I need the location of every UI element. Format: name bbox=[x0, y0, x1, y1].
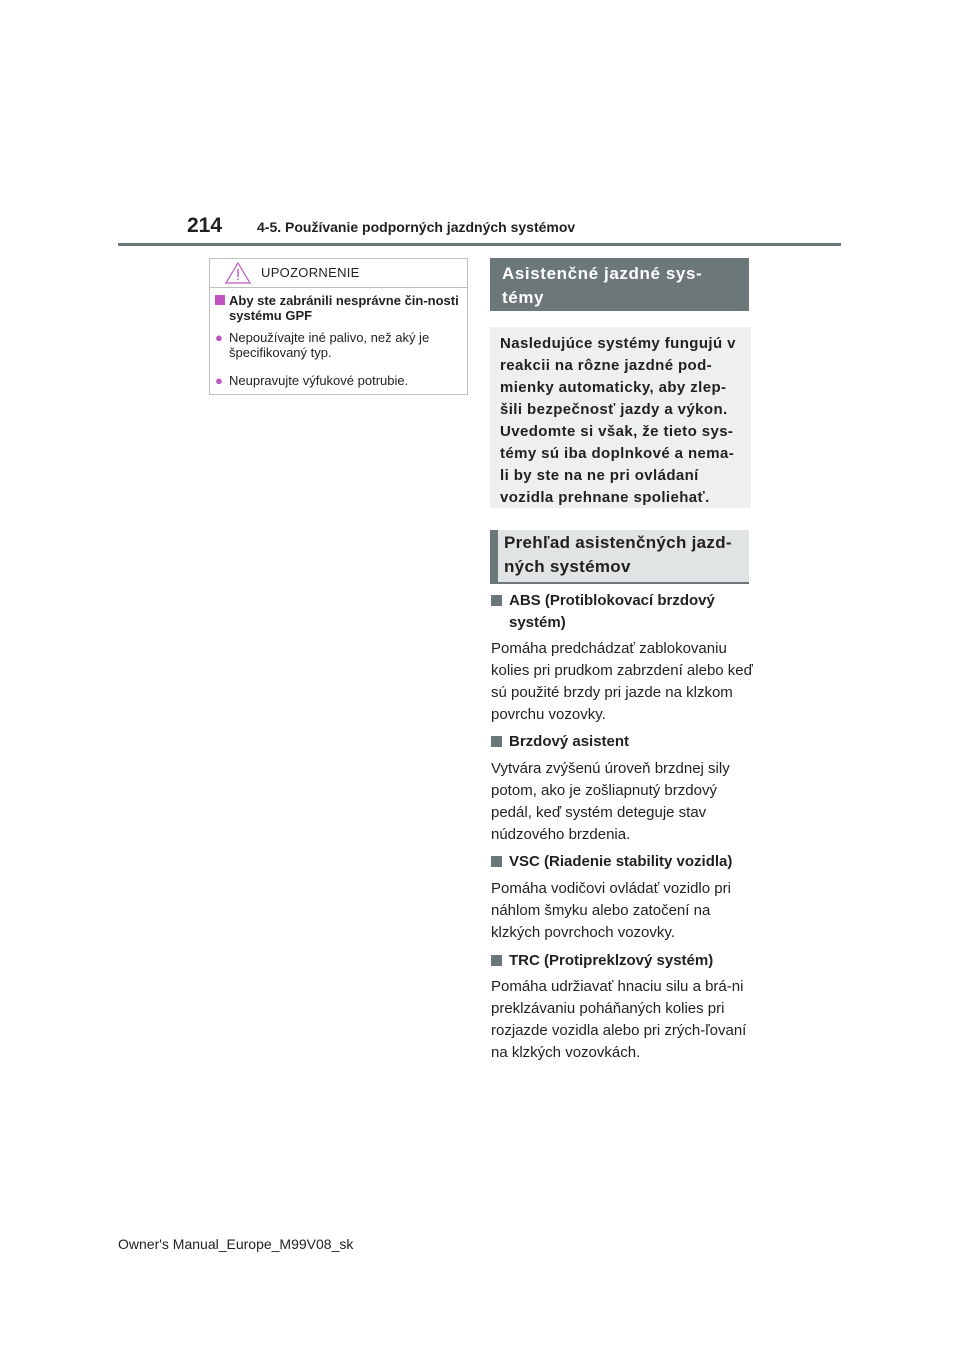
system-text-trc: Pomáha udržiavať hnaciu silu a brá-ni preklzávaniu poháňaných kolies pri rozjazde vozidla alebo pri zrých-ľovaní na klzkých vozovkách. bbox=[491, 978, 747, 1061]
page-number: 214 bbox=[187, 214, 223, 237]
caution-item-text: Nepoužívajte iné palivo, než aký je špecifikovaný typ. bbox=[229, 330, 430, 360]
system-heading-text: Brzdový asistent bbox=[509, 733, 630, 750]
section-title-assist: Asistenčné jazdné sys-témy bbox=[490, 258, 749, 311]
caution-item-text: Neupravujte výfukové potrubie. bbox=[229, 373, 409, 388]
square-bullet-icon bbox=[215, 295, 225, 305]
system-text-vsc: Pomáha vodičovi ovládať vozidlo pri náhlom šmyku alebo zatočení na klzkých povrchoch vozovky. bbox=[491, 880, 731, 941]
square-bullet-icon bbox=[491, 856, 502, 867]
system-heading-brake-assist bbox=[491, 731, 753, 753]
system-text-brake-assist: Vytvára zvýšenú úroveň brzdnej sily potom, ako je zošliapnutý brzdový pedál, keď systém deteguje stav núdzového brzdenia. bbox=[491, 760, 730, 843]
footer-text: Owner's Manual_Europe_M99V08_sk bbox=[118, 1236, 354, 1252]
square-bullet-icon bbox=[491, 595, 502, 606]
round-bullet-icon: ● bbox=[215, 330, 223, 345]
square-bullet-icon bbox=[491, 736, 502, 747]
system-heading-text: VSC (Riadenie stability vozidla) bbox=[509, 853, 733, 870]
system-heading-abs bbox=[491, 590, 753, 634]
system-heading-text: ABS (Protiblokovací brzdový systém) bbox=[509, 592, 715, 631]
section-title-overview: Prehľad asistenčných jazd-ných systémov bbox=[490, 530, 749, 583]
header-title: 4-5. Používanie podporných jazdných systémov bbox=[257, 219, 576, 235]
system-heading-trc bbox=[491, 950, 753, 972]
system-heading-text: TRC (Protipreklzový systém) bbox=[509, 952, 714, 969]
square-bullet-icon bbox=[491, 955, 502, 966]
caution-item bbox=[215, 330, 460, 360]
round-bullet-icon: ● bbox=[215, 373, 223, 388]
caution-title: UPOZORNENIE bbox=[261, 265, 360, 280]
caution-heading bbox=[215, 293, 460, 323]
caution-item bbox=[215, 373, 460, 388]
caution-heading-text: Aby ste zabránili nesprávne čin-nosti systému GPF bbox=[229, 293, 459, 323]
section-title-rule bbox=[490, 582, 749, 584]
caution-header bbox=[210, 259, 467, 288]
header-rule bbox=[118, 243, 841, 246]
system-heading-vsc bbox=[491, 851, 753, 873]
caution-box bbox=[209, 258, 468, 395]
system-text-abs: Pomáha predchádzať zablokovaniu kolies pri prudkom zabrzdení alebo keď sú použité brzdy pri jazde na klzkom povrchu vozovky. bbox=[491, 640, 753, 723]
intro-text: Nasledujúce systémy fungujú v reakcii na rôzne jazdné pod-mienky automaticky, aby zlep-šili bezpečnosť jazdy a výkon. Uvedomte si však, že tieto sys-témy sú iba doplnkové a nema-li by ste na ne pri ovládaní vozidla prehnane spoliehať. bbox=[490, 327, 751, 508]
warning-triangle-icon bbox=[225, 262, 251, 284]
